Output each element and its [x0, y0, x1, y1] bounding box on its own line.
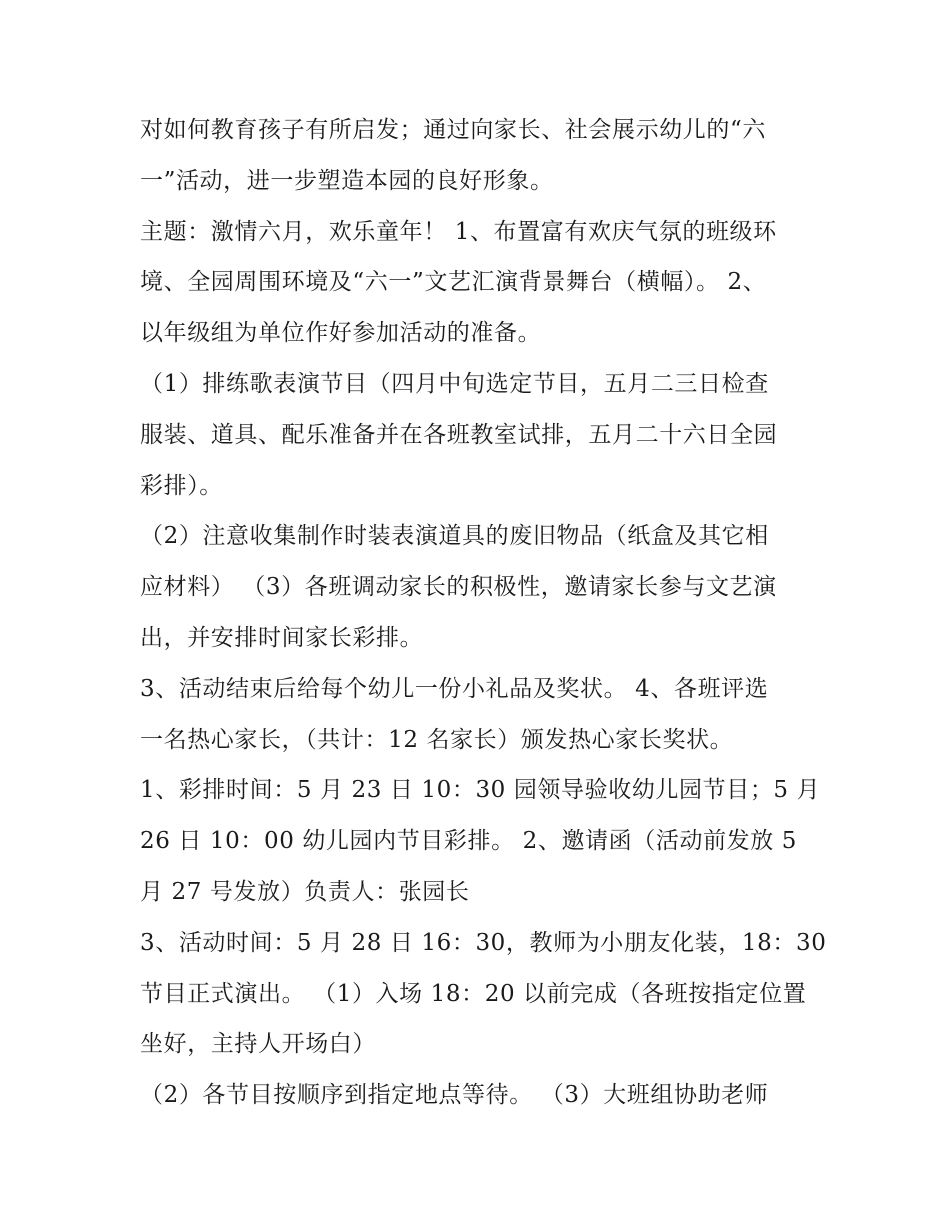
text-line: 坐好，主持人开场白）	[140, 1031, 376, 1058]
text-line: 1、彩排时间：5 月 23 日 10：30 园领导验收幼儿园节目；5 月	[140, 777, 821, 804]
text-line: 以年级组为单位作好参加活动的准备。	[140, 320, 542, 347]
text-line: （2）注意收集制作时装表演道具的废旧物品（纸盒及其它相	[140, 523, 769, 550]
text-line: 主题：激情六月，欢乐童年！ 1、布置富有欢庆气氛的班级环	[140, 218, 777, 245]
text-line: 一”活动，进一步塑造本园的良好形象。	[140, 167, 554, 194]
text-line: 一名热心家长，（共计：12 名家长）颁发热心家长奖状。	[140, 726, 734, 753]
text-line: 境、全园周围环境及“六一”文艺汇演背景舞台（横幅）。 2、	[140, 269, 767, 296]
text-line: 节目正式演出。 （1）入场 18：20 以前完成（各班按指定位置	[140, 980, 807, 1007]
text-line: 对如何教育孩子有所启发；通过向家长、社会展示幼儿的“六	[140, 117, 766, 143]
text-line: 3、活动结束后给每个幼儿一份小礼品及奖状。 4、各班评选	[140, 675, 769, 702]
text-line: （1）排练歌表演节目（四月中旬选定节目，五月二三日检查	[140, 370, 769, 397]
text-line: 彩排）。	[140, 472, 223, 499]
text-line: 出，并安排时间家长彩排。	[140, 624, 424, 651]
text-line: 月 27 号发放）负责人：张园长	[140, 878, 470, 905]
text-line: 3、活动时间：5 月 28 日 16：30，教师为小朋友化装，18：30	[140, 929, 827, 956]
text-line: 应材料） （3）各班调动家长的积极性，邀请家长参与文艺演	[140, 574, 777, 601]
document-body	[140, 105, 827, 1121]
text-line: 26 日 10：00 幼儿园内节目彩排。 2、邀请函（活动前发放 5	[140, 828, 798, 855]
text-line: （2）各节目按顺序到指定地点等待。 （3）大班组协助老师	[140, 1082, 769, 1109]
text-line: 服装、道具、配乐准备并在各班教室试排，五月二十六日全园	[140, 421, 778, 448]
